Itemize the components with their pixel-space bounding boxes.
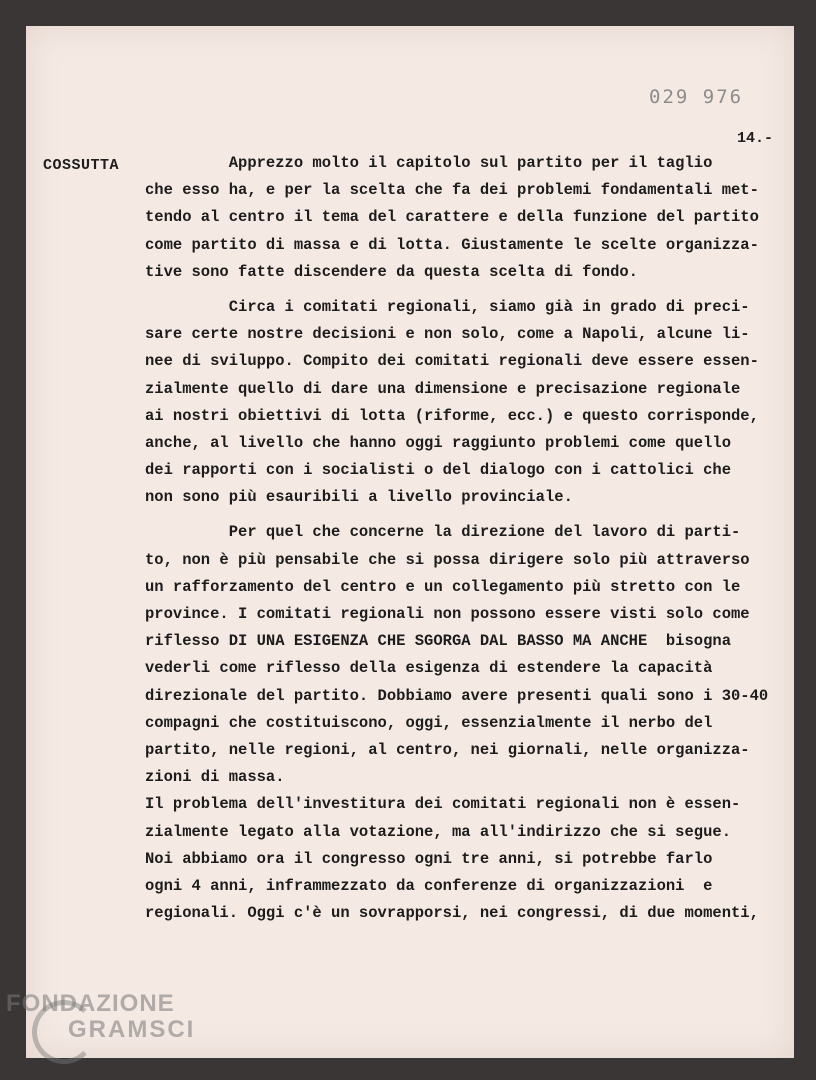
text-line: ai nostri obiettivi di lotta (riforme, ecc.) e questo corrisponde,: [145, 406, 759, 425]
text-line: Circa i comitati regionali, siamo già in grado di preci-: [145, 297, 750, 316]
page-number: 14.-: [737, 130, 774, 147]
watermark-line1: FONDAZIONE: [6, 990, 175, 1017]
text-line: zioni di massa.: [145, 768, 285, 787]
text-line: riflesso DI UNA ESIGENZA CHE SGORGA DAL BASSO MA ANCHE bisogna: [145, 632, 731, 651]
text-line: vederli come riflesso della esigenza di estendere la capacità: [145, 659, 713, 678]
text-line: dei rapporti con i socialisti o del dialogo con i cattolici che: [145, 461, 731, 480]
text-line: Noi abbiamo ora il congresso ogni tre anni, si potrebbe farlo: [145, 849, 713, 868]
text-line: ogni 4 anni, inframmezzato da conferenze di organizzazioni e: [145, 876, 713, 895]
text-line: non sono più esauribili a livello provinciale.: [145, 488, 573, 507]
text-line: regionali. Oggi c'è un sovrapporsi, nei congressi, di due momenti,: [145, 904, 759, 923]
text-line: direzionale del partito. Dobbiamo avere presenti quali sono i 30-40: [145, 686, 769, 705]
text-line: un rafforzamento del centro e un collegamento più stretto con le: [145, 577, 741, 596]
text-line: zialmente legato alla votazione, ma all'indirizzo che si segue.: [145, 822, 731, 841]
paragraph-gap: [145, 511, 790, 519]
text-line: anche, al livello che hanno oggi raggiunto problemi come quello: [145, 433, 731, 452]
text-line: province. I comitati regionali non possono essere visti solo come: [145, 605, 750, 623]
text-line: sare certe nostre decisioni e non solo, come a Napoli, alcune li-: [145, 325, 750, 344]
text-line: to, non è più pensabile che si possa dirigere solo più attraverso: [145, 550, 750, 569]
watermark-line2: GRAMSCI: [68, 1016, 196, 1043]
text-line: come partito di massa e di lotta. Giustamente le scelte organizza-: [145, 235, 759, 254]
text-line: Apprezzo molto il capitolo sul partito per il taglio: [145, 154, 713, 172]
text-line: tive sono fatte discendere da questa scelta di fondo.: [145, 262, 638, 281]
text-line: zialmente quello di dare una dimensione e precisazione regionale: [145, 379, 741, 398]
text-line: tendo al centro il tema del carattere e della funzione del partito: [145, 208, 759, 227]
speaker-name: COSSUTTA: [43, 157, 120, 174]
text-line: Il problema dell'investitura dei comitati regionali non è essen-: [145, 795, 741, 814]
text-line: compagni che costituiscono, oggi, essenzialmente il nerbo del: [145, 713, 713, 732]
typewritten-body: [145, 150, 790, 927]
paragraph-gap: [145, 286, 790, 294]
archive-stamp-number: 029 976: [649, 86, 744, 108]
text-line: Per quel che concerne la direzione del lavoro di parti-: [145, 523, 741, 542]
text-line: che esso ha, e per la scelta che fa dei problemi fondamentali met-: [145, 181, 759, 200]
text-line: nee di sviluppo. Compito dei comitati regionali deve essere essen-: [145, 352, 759, 371]
watermark: [6, 990, 195, 1044]
text-line: partito, nelle regioni, al centro, nei giornali, nelle organizza-: [145, 740, 750, 759]
